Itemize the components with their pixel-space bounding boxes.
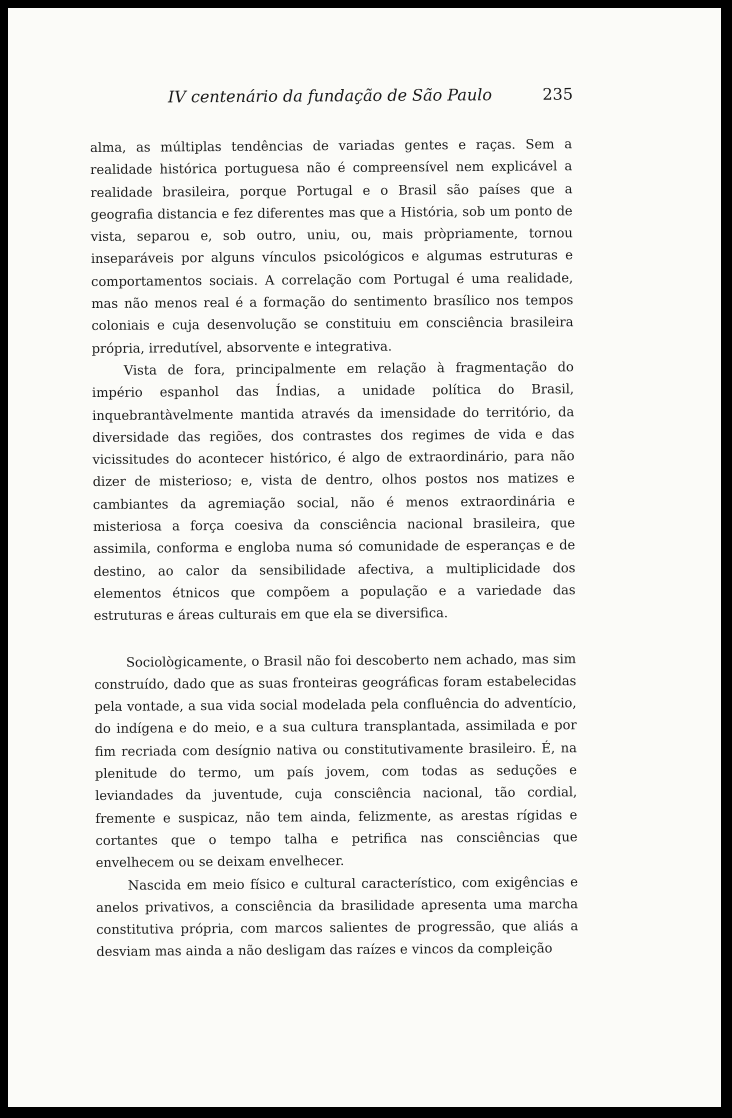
paragraph: Sociològicamente, o Brasil não foi descoberto nem achado, mas sim construído, dado que as suas fronteiras geográficas foram estabelecidas pela vontade, a sua vida social modelada pela confluência do adventício, do indígena e do meio, e a sua cultura transplantada, assimilada e por fim recriada com desígnio nativa ou constitutivamente brasileiro. É, na plenitude do termo, um país jovem, com todas as seduções e leviandades da juventude, cuja consciência nacional, tão cordial, fremente e suspicaz, não tem ainda, felizmente, as arestas rígidas e cortantes que o tempo talha e petrifica nas consciências que envelhecem ou se deixam envelhecer.	[94, 651, 578, 872]
book-page	[8, 8, 721, 1107]
paragraph: alma, as múltiplas tendências de variadas gentes e raças. Sem a realidade histórica portuguesa não é compreensível nem explicável a realidade brasileira, porque Portugal e o Brasil são países que a geografia distancia e fez diferentes mas que a História, sob um ponto de vista, separou e, sob outro, uniu, ou, mais pròpriamente, tornou inseparáveis por alguns vínculos psicológicos e algumas estruturas e comportamentos sociais. A correlação com Portugal é uma realidade, mas não menos real é a formação do sentimento brasílico nos tempos coloniais e cuja desenvolução se constituiu em consciência brasileira própria, irredutível, absorvente e integrativa.	[90, 137, 574, 357]
page-number: 235	[542, 84, 574, 104]
body-text	[90, 134, 578, 964]
running-title: IV centenário da fundação de São Paulo	[167, 85, 493, 107]
paragraph: Nascida em meio físico e cultural característico, com exigências e anelos privativos, a consciência da brasilidade apresenta uma marcha constitutiva própria, com marcos salientes de progressão, que aliás a desviam mas ainda a não desligam das raízes e vincos da compleição	[95, 874, 579, 961]
paragraph: Vista de fora, principalmente em relação à fragmentação do império espanhol das Índias, a unidade política do Brasil, inquebrantàvelmente mantida através da imensidade do território, da diversidade das regiões, dos contrastes dos regimes de vida e das vicissitudes do acontecer histórico, é algo de extraordinário, para não dizer de misterioso; e, vista de dentro, olhos postos nos matizes e cambiantes da agremiação social, não é menos extraordinária e misteriosa a força coesiva da consciência nacional brasileira, que assimila, conforma e engloba numa só comunidade de esperanças e de destino, ao calor da sensibilidade afectiva, a multiplicidade dos elementos étnicos que compõem a população e a variedade das estruturas e áreas culturais em que ela se diversifica.	[91, 360, 576, 625]
running-header	[168, 85, 573, 107]
